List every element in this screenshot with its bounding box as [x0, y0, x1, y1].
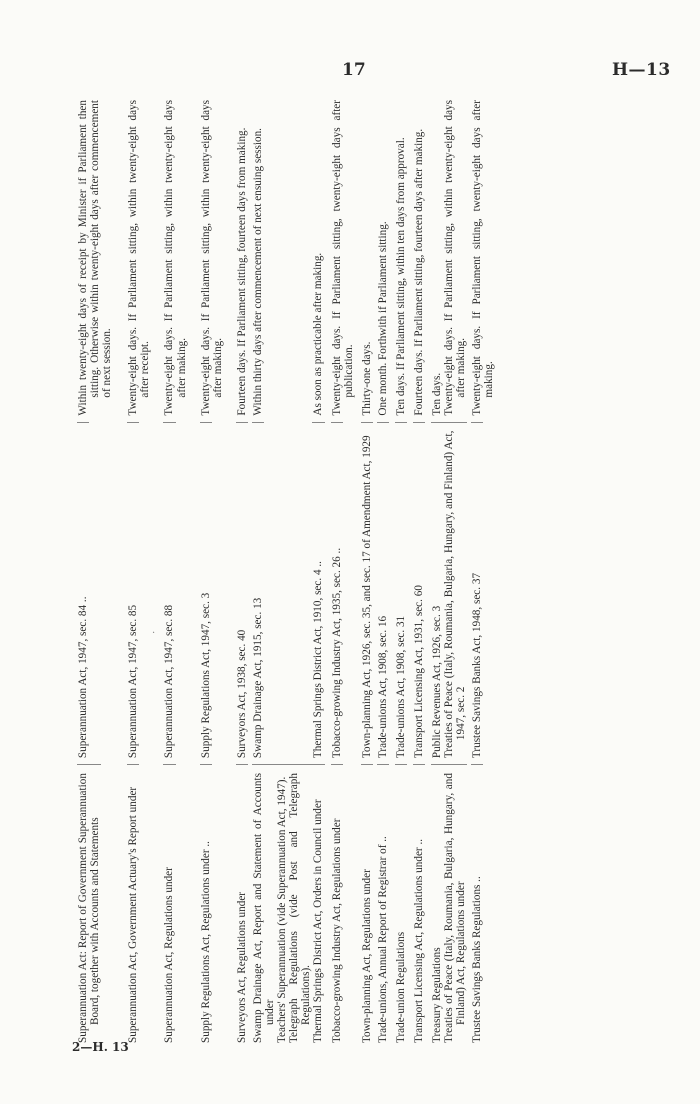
instrument-cell: Trade-union Regulations	[394, 931, 407, 1043]
time-cell: Twenty-eight days. If Parliament sitting, within twenty-eight days after making.	[199, 100, 224, 416]
time-cell: Twenty-eight days. If Parliament sitting, twenty-eight days after making.	[471, 100, 496, 416]
table-row	[236, 100, 248, 1043]
instrument-cell: Superannuation Act, Government Actuary's Report under	[127, 786, 140, 1043]
table-row	[471, 100, 495, 1043]
instrument-cell: Superannuation Act, Regulations under	[163, 867, 176, 1043]
instrument-cell: Trustee Savings Banks Regulations ..	[471, 876, 484, 1043]
authority-cell: Supply Regulations Act, 1947, sec. 3	[199, 592, 212, 759]
time-cell: Ten days.	[431, 372, 444, 416]
instrument-cell: Trade-unions, Annual Report of Registrar of ..	[376, 836, 389, 1043]
table-row	[252, 100, 276, 1043]
table-row	[443, 100, 467, 1043]
authority-cell: Tobacco-growing Industry Act, 1935, sec. 26 ..	[330, 547, 343, 759]
regulations-table	[77, 100, 660, 1043]
table-row	[312, 100, 324, 1043]
authority-cell: Surveyors Act, 1938, sec. 40	[235, 629, 248, 759]
instrument-cell: Surveyors Act, Regulations under	[235, 891, 248, 1043]
time-cell: Ten days. If Parliament sitting, within ten days from approval.	[394, 137, 407, 416]
stray-mark: ·	[152, 628, 156, 639]
table-row	[331, 100, 355, 1043]
table-row	[200, 100, 224, 1043]
table-row	[395, 100, 407, 1043]
authority-cell: Trade-unions Act, 1908, sec. 31	[394, 615, 407, 759]
authority-cell: Thermal Springs District Act, 1910, sec. 4 ..	[312, 561, 325, 759]
instrument-cell: Transport Licensing Act, Regulations under ..	[412, 838, 425, 1043]
instrument-cell: Treasury Regulations	[431, 947, 444, 1043]
document-code: H—13	[612, 60, 671, 80]
table-row	[413, 100, 425, 1043]
time-cell: Twenty-eight days. If Parliament sitting, within twenty-eight days after making.	[163, 100, 188, 416]
time-cell: Fourteen days. If Parliament sitting, fourteen days after making.	[412, 128, 425, 416]
instrument-cell: Telegraph Regulations (vide Post and Telegraph Regulations).	[288, 773, 313, 1043]
table-row	[163, 100, 187, 1043]
time-cell: Within twenty-eight days of receipt by Minister if Parliament then sitting. Otherwise within twenty-eight days after commencement of next session.	[77, 100, 114, 416]
table-row	[431, 100, 443, 1043]
table-row	[377, 100, 389, 1043]
authority-cell: Transport Licensing Act, 1931, sec. 60	[412, 585, 425, 759]
instrument-cell: Tobacco-growing Industry Act, Regulations under	[330, 818, 343, 1043]
authority-cell: Superannuation Act, 1947, sec. 88	[163, 604, 176, 759]
table-row	[361, 100, 373, 1043]
time-cell: Thirty-one days.	[360, 341, 373, 416]
authority-cell: Swamp Drainage Act, 1915, sec. 13	[251, 597, 264, 759]
time-cell: Twenty-eight days. If Parliament sitting, within twenty-eight days after making.	[443, 100, 468, 416]
authority-cell: Superannuation Act, 1947, sec. 84 ..	[77, 596, 89, 759]
table-row	[288, 100, 312, 1043]
table-row	[127, 100, 151, 1043]
authority-cell: Superannuation Act, 1947, sec. 85	[127, 604, 140, 759]
authority-cell: Treaties of Peace (Italy, Roumania, Bulgaria, Hungary, and Finland) Act, 1947, sec. 2	[443, 430, 468, 759]
time-cell: Twenty-eight days. If Parliament sitting, within twenty-eight days after receipt.	[127, 100, 152, 416]
footer-code: 2—H. 13	[72, 1040, 129, 1054]
table-row	[276, 100, 288, 1043]
instrument-cell: Thermal Springs District Act, Orders in Council under	[312, 799, 325, 1043]
authority-cell: Public Revenues Act, 1926, sec. 3	[431, 605, 444, 759]
authority-cell: Town-planning Act, 1926, sec. 35, and sec. 17 of Amendment Act, 1929	[360, 435, 373, 759]
authority-cell: Trade-unions Act, 1908, sec. 16	[376, 615, 389, 759]
time-cell: As soon as practicable after making.	[312, 252, 325, 416]
time-cell: Twenty-eight days. If Parliament sitting, twenty-eight days after publication.	[330, 100, 355, 416]
instrument-cell: Treaties of Peace (Italy, Roumania, Bulgaria, Hungary, and Finland) Act, Regulations under	[443, 773, 468, 1043]
time-cell: Fourteen days. If Parliament sitting, fourteen days from making.	[235, 127, 248, 416]
instrument-cell: Swamp Drainage Act, Report and Statement of Accounts under	[251, 773, 277, 1043]
time-cell: One month. Forthwith if Parliament sitting.	[376, 221, 389, 416]
instrument-cell: Superannuation Act: Report of Government Superannuation Board, together with Accounts and Statements	[77, 773, 102, 1043]
instrument-cell: Teachers' Superannuation (vide Superannuation Act, 1947).	[276, 776, 289, 1043]
page-number: 17	[342, 60, 366, 80]
authority-cell: Trustee Savings Banks Act, 1948, sec. 37	[471, 572, 484, 759]
table-row	[77, 100, 113, 1043]
instrument-cell: Town-planning Act, Regulations under	[360, 869, 373, 1043]
time-cell: Within thirty days after commencement of next ensuing session.	[251, 128, 264, 416]
instrument-cell: Supply Regulations Act, Regulations under ..	[199, 841, 212, 1043]
